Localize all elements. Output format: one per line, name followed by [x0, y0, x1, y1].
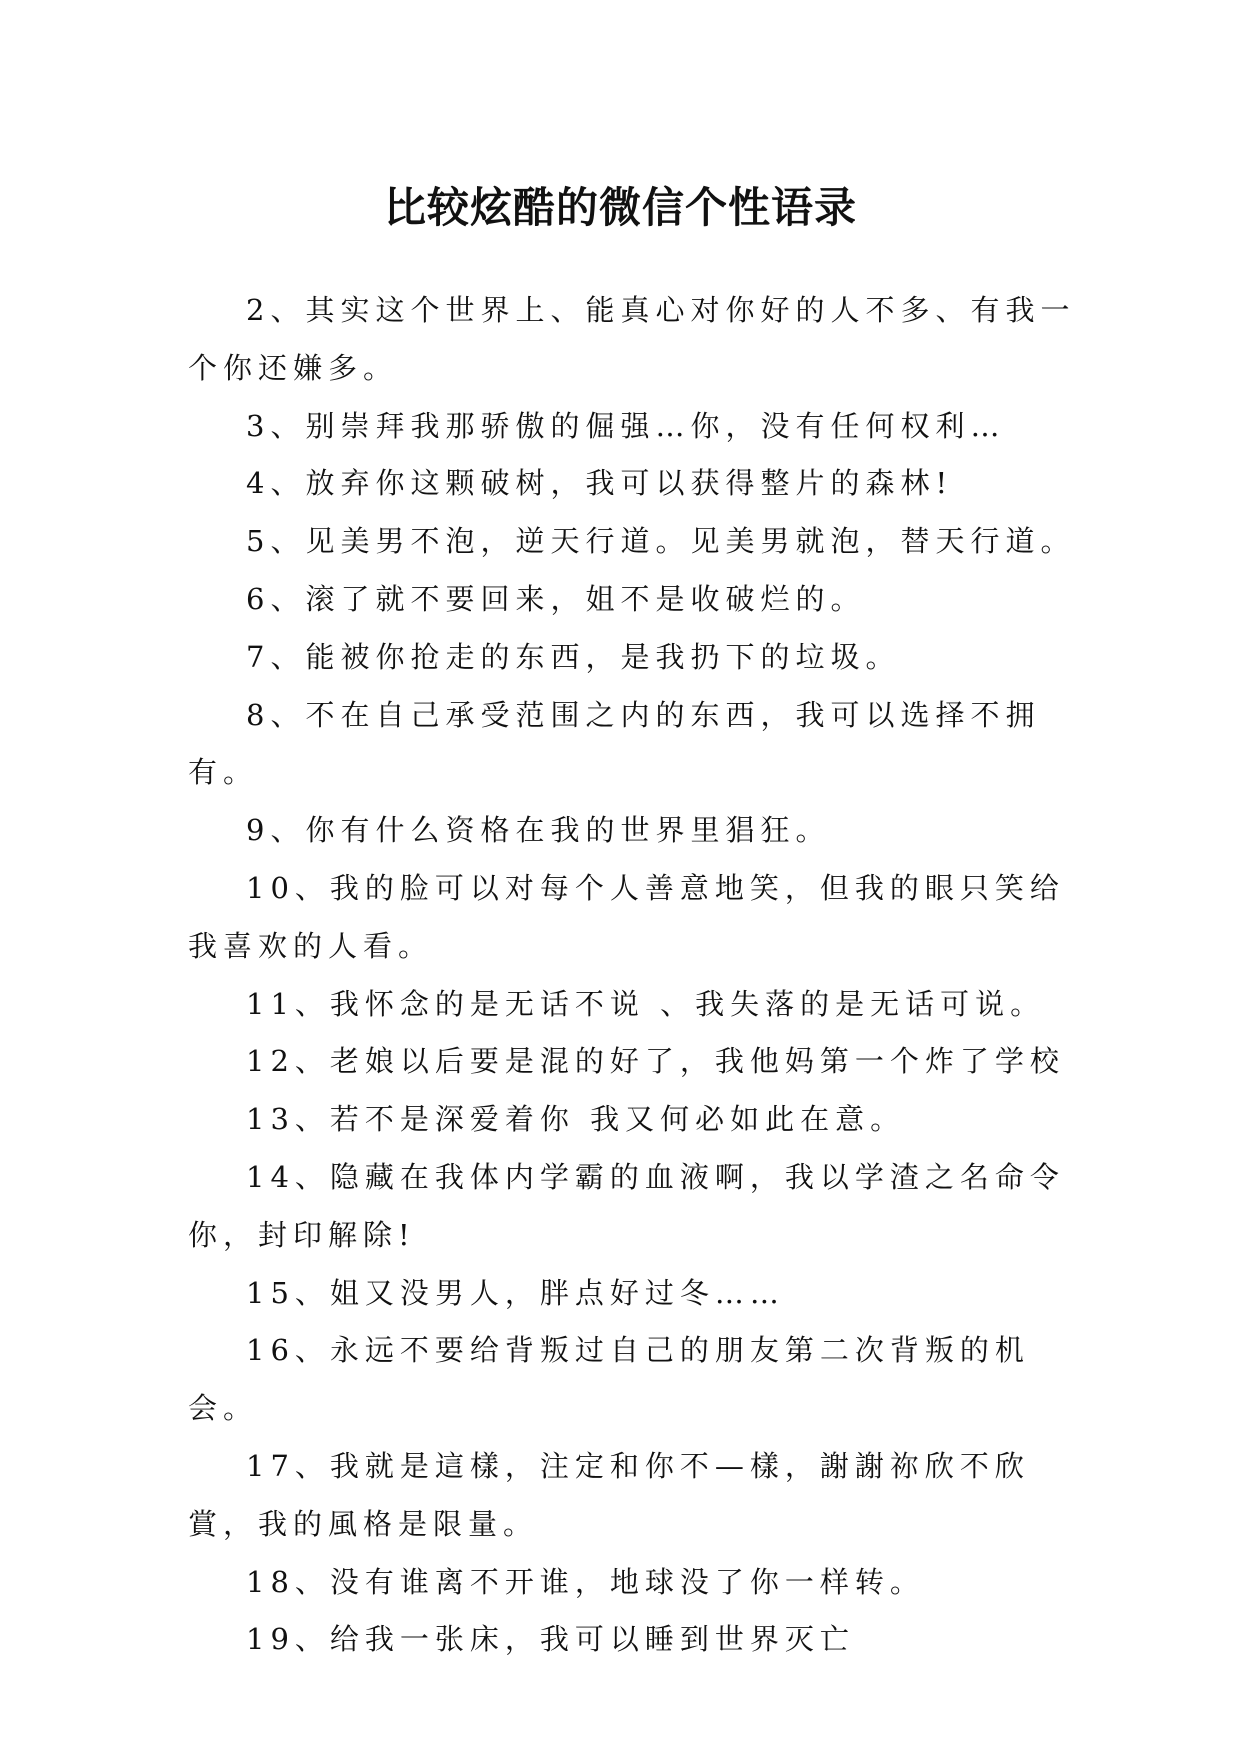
paragraph-2: 3、别崇拜我那骄傲的倔强…你，没有任何权利… [246, 408, 1006, 443]
paragraph-13: 14、隐藏在我体内学霸的血液啊，我以学渣之名命令你，封印解除! [188, 1159, 1065, 1252]
paragraph-4: 5、见美男不泡，逆天行道。见美男就泡，替天行道。 [246, 524, 1076, 559]
paragraph-16: 17、我就是這樣，注定和你不—樣，謝謝祢欣不欣賞，我的風格是限量。 [188, 1448, 1030, 1541]
paragraph-7: 8、不在自己承受范围之内的东西，我可以选择不拥有。 [188, 697, 1041, 790]
paragraph-11: 12、老娘以后要是混的好了，我他妈第一个炸了学校 [246, 1044, 1065, 1079]
paragraph-14: 15、姐又没男人，胖点好过冬…… [246, 1275, 785, 1310]
paragraph-6: 7、能被你抢走的东西，是我扔下的垃圾。 [246, 639, 901, 674]
paragraph-12: 13、若不是深爱着你 我又何必如此在意。 [246, 1102, 906, 1137]
paragraph-8: 9、你有什么资格在我的世界里猖狂。 [246, 813, 831, 848]
paragraph-18: 19、给我一张床，我可以睡到世界灭亡 [246, 1622, 855, 1657]
paragraph-15: 16、永远不要给背叛过自己的朋友第二次背叛的机会。 [188, 1333, 1030, 1426]
paragraph-17: 18、没有谁离不开谁，地球没了你一样转。 [246, 1564, 925, 1599]
paragraph-9: 10、我的脸可以对每个人善意地笑，但我的眼只笑给我喜欢的人看。 [188, 870, 1065, 963]
paragraph-3: 4、放弃你这颗破树，我可以获得整片的森林! [246, 466, 954, 501]
document-body [188, 282, 1078, 1669]
paragraph-5: 6、滚了就不要回来，姐不是收破烂的。 [246, 581, 866, 616]
paragraph-1: 2、其实这个世界上、能真心对你好的人不多、有我一个你还嫌多。 [188, 293, 1076, 385]
document-title: 比较炫酷的微信个性语录 [383, 183, 857, 233]
paragraph-10: 11、我怀念的是无话不说 、我失落的是无话可说。 [246, 986, 1046, 1021]
